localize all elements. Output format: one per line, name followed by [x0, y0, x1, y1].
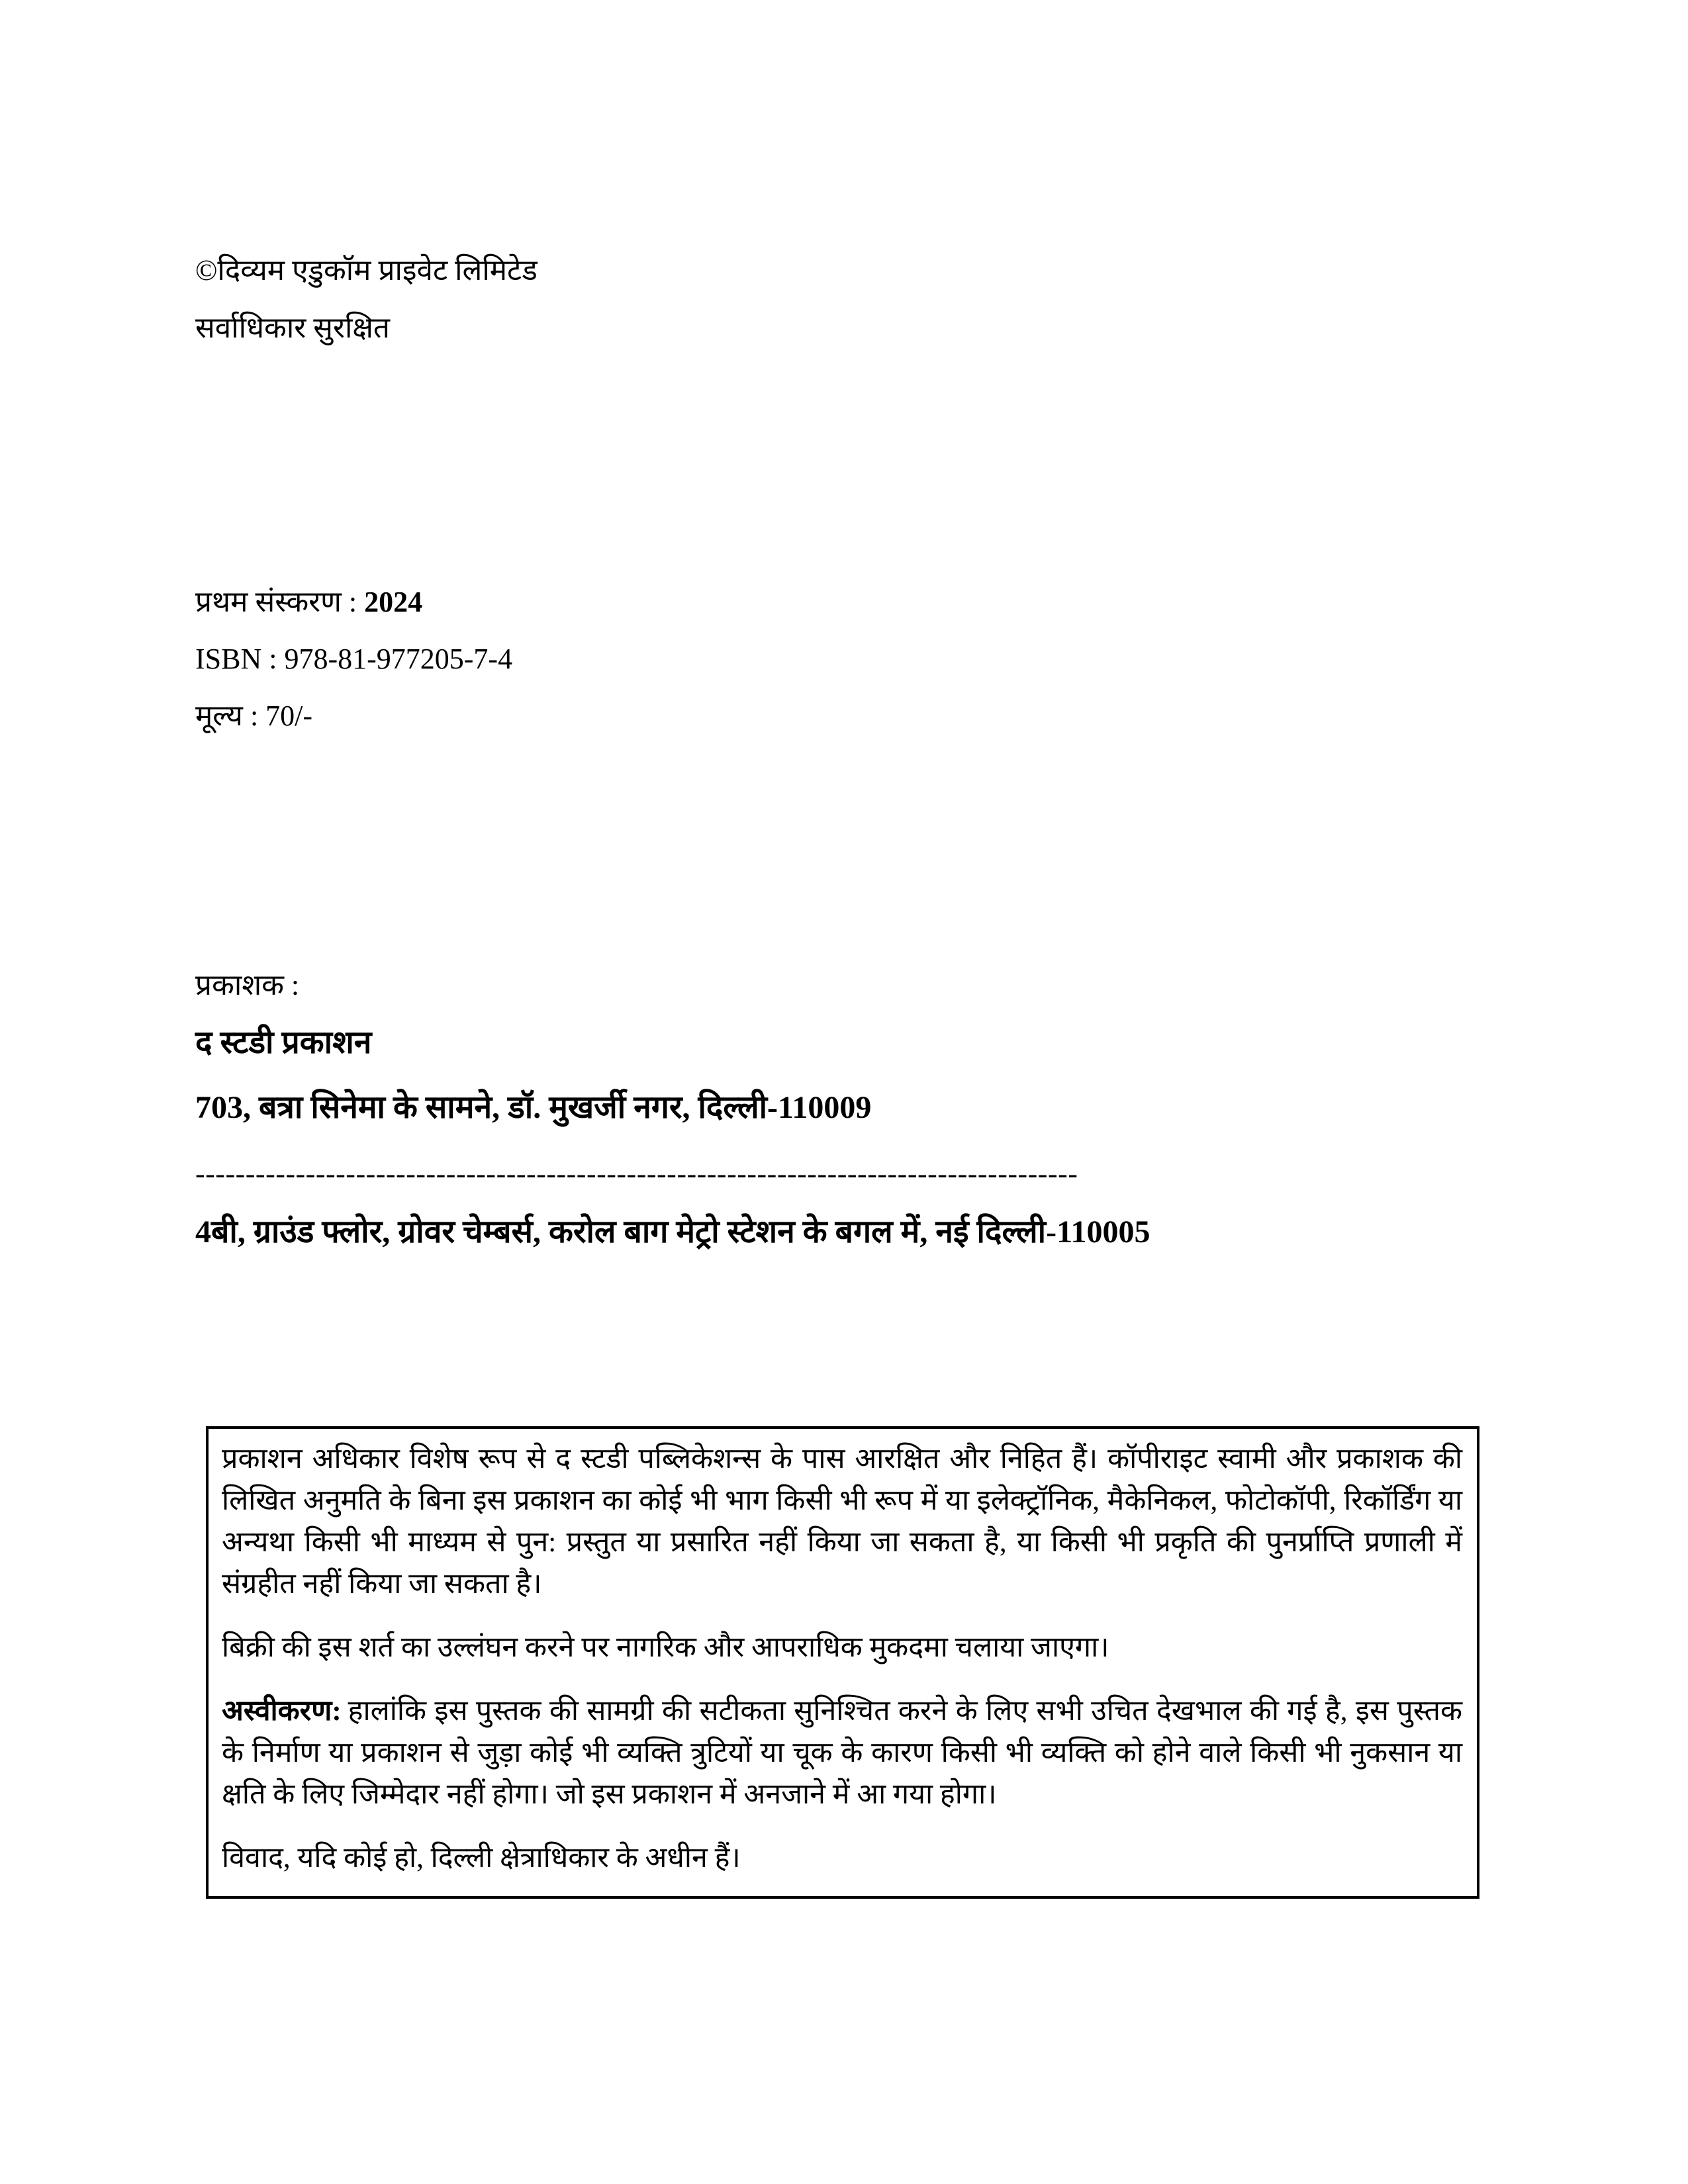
- publisher-label: प्रकाशक :: [195, 969, 300, 1001]
- publisher-address-2: 4बी, ग्राउंड फ्लोर, ग्रोवर चेम्बर्स, करोल बाग मेट्रो स्टेशन के बगल में, नई दिल्ली-110005: [195, 1214, 1150, 1250]
- publisher-name: द स्टडी प्रकाशन: [195, 1025, 372, 1060]
- legal-notice-box: [206, 1426, 1479, 1899]
- rights-reserved-paragraph: प्रकाशन अधिकार विशेष रूप से द स्टडी पब्लिकेशन्स के पास आरक्षित और निहित हैं। कॉपीराइट स्वामी और प्रकाशक की लिखित अनुमति के बिना इस प्रकाशन का कोई भी भाग किसी भी रूप में या इलेक्ट्रॉनिक, मैकेनिकल, फोटोकॉपी, रिकॉर्डिंग या अन्यथा किसी भी माध्यम से पुन: प्रस्तुत या प्रसारित नहीं किया जा सकता है, या किसी भी प्रकृति की पुनर्प्राप्ति प्रणाली में संग्रहीत नहीं किया जा सकता है।: [222, 1443, 1462, 1600]
- all-rights-reserved-line: सर्वाधिकार सुरक्षित: [195, 312, 391, 344]
- price-line: मूल्य : 70/-: [195, 700, 313, 732]
- edition-label: प्रथम संस्करण :: [195, 586, 357, 618]
- edition-year: 2024: [364, 586, 423, 618]
- edition-line: [195, 585, 422, 620]
- dashed-divider: ----------------------------------------------------------------------------------------: [195, 1158, 1078, 1190]
- disclaimer-text: हालांकि इस पुस्तक की सामग्री की सटीकता सुनिश्चित करने के लिए सभी उचित देखभाल की गई है, इस पुस्तक के निर्माण या प्रकाशन से जुड़ा कोई भी व्यक्ति त्रुटियों या चूक के कारण किसी भी व्यक्ति को होने वाले किसी भी नुकसान या क्षति के लिए जिम्मेदार नहीं होगा। जो इस प्रकाशन में अनजाने में आ गया होगा।: [222, 1696, 1462, 1810]
- isbn-line: ISBN : 978-81-977205-7-4: [195, 643, 513, 675]
- sale-condition-paragraph: बिक्री की इस शर्त का उल्लंघन करने पर नागरिक और आपराधिक मुकदमा चलाया जाएगा।: [222, 1632, 1109, 1663]
- jurisdiction-paragraph: विवाद, यदि कोई हो, दिल्ली क्षेत्राधिकार के अधीन हैं।: [222, 1843, 741, 1874]
- copyright-holder-line: ©दिव्यम एडुकॉम प्राइवेट लिमिटेड: [195, 254, 538, 287]
- disclaimer-paragraph: [222, 1690, 1462, 1815]
- publisher-address-1: 703, बत्रा सिनेमा के सामने, डॉ. मुखर्जी नगर, दिल्ली-110009: [195, 1090, 872, 1125]
- disclaimer-label: अस्वीकरण:: [222, 1696, 342, 1727]
